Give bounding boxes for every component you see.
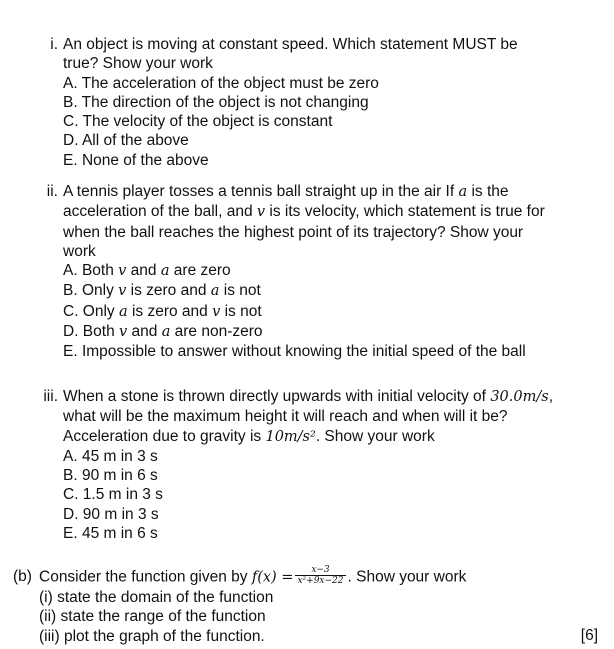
part-b-intro: Consider the function given by f(x) = $\frac{x-3}{\text{x²+9x−22}}$ . Show your work (39, 565, 467, 586)
answer-option-b: B. 90 m in 6 s (63, 467, 158, 485)
velocity-value: 30.0m/s (490, 389, 549, 405)
question-stem-line: when the ball reaches the highest point of its trajectory? Show your (63, 223, 524, 241)
answer-option-d: D. All of the above (63, 132, 189, 150)
answer-option-e: E. 45 m in 6 s (63, 525, 158, 543)
question-number: iii. (43, 388, 58, 405)
question-number: ii. (46, 183, 58, 200)
var-a: a (458, 184, 468, 200)
var-v: v (256, 204, 266, 221)
question-stem-line: A tennis player tosses a tennis ball straight up in the air If a is the (63, 183, 509, 200)
answer-option-c: C. 1.5 m in 3 s (63, 486, 163, 504)
question-stem-line: Acceleration due to gravity is 10m/s². Show your work (63, 427, 435, 445)
answer-option-b: B. Only v is zero and a is not (63, 282, 261, 300)
answer-option-d: D. Both v and a are non-zero (63, 323, 263, 341)
answer-option-c: C. The velocity of the object is constant (63, 113, 333, 131)
function-fraction: $\frac{x-3}{\text{x²+9x−22}}$ (297, 565, 344, 586)
part-b-item: (ii) state the range of the function (39, 608, 266, 626)
answer-option-e: E. Impossible to answer without knowing the initial speed of the ball (63, 343, 526, 361)
answer-option-c: C. Only a is zero and v is not (63, 302, 262, 320)
question-number: i. (50, 36, 58, 53)
marks-indicator: [6] (580, 627, 598, 644)
answer-option-a: A. Both v and a are zero (63, 262, 231, 280)
answer-option-b: B. The direction of the object is not changing (63, 93, 369, 111)
answer-option-e: E. None of the above (63, 151, 209, 169)
question-stem-line: acceleration of the ball, and v is its velocity, which statement is true for (63, 203, 545, 221)
question-stem-line: An object is moving at constant speed. Which statement MUST be (63, 36, 518, 53)
answer-option-a: A. 45 m in 3 s (63, 447, 158, 465)
answer-option-a: A. The acceleration of the object must be zero (63, 74, 379, 92)
answer-option-d: D. 90 m in 3 s (63, 505, 159, 523)
question-stem-line: true? Show your work (63, 55, 213, 73)
gravity-value: 10m/s² (265, 428, 316, 445)
part-b-item: (iii) plot the graph of the function. (39, 627, 265, 645)
question-stem-line: When a stone is thrown directly upwards with initial velocity of 30.0m/s, (63, 388, 553, 405)
question-stem-line: work (63, 242, 96, 260)
part-b-item: (i) state the domain of the function (39, 589, 274, 606)
function-lhs: f(x) = (251, 569, 294, 586)
question-stem-line: what will be the maximum height it will reach and when will it be? (63, 408, 508, 426)
part-label: (b) (13, 568, 32, 585)
